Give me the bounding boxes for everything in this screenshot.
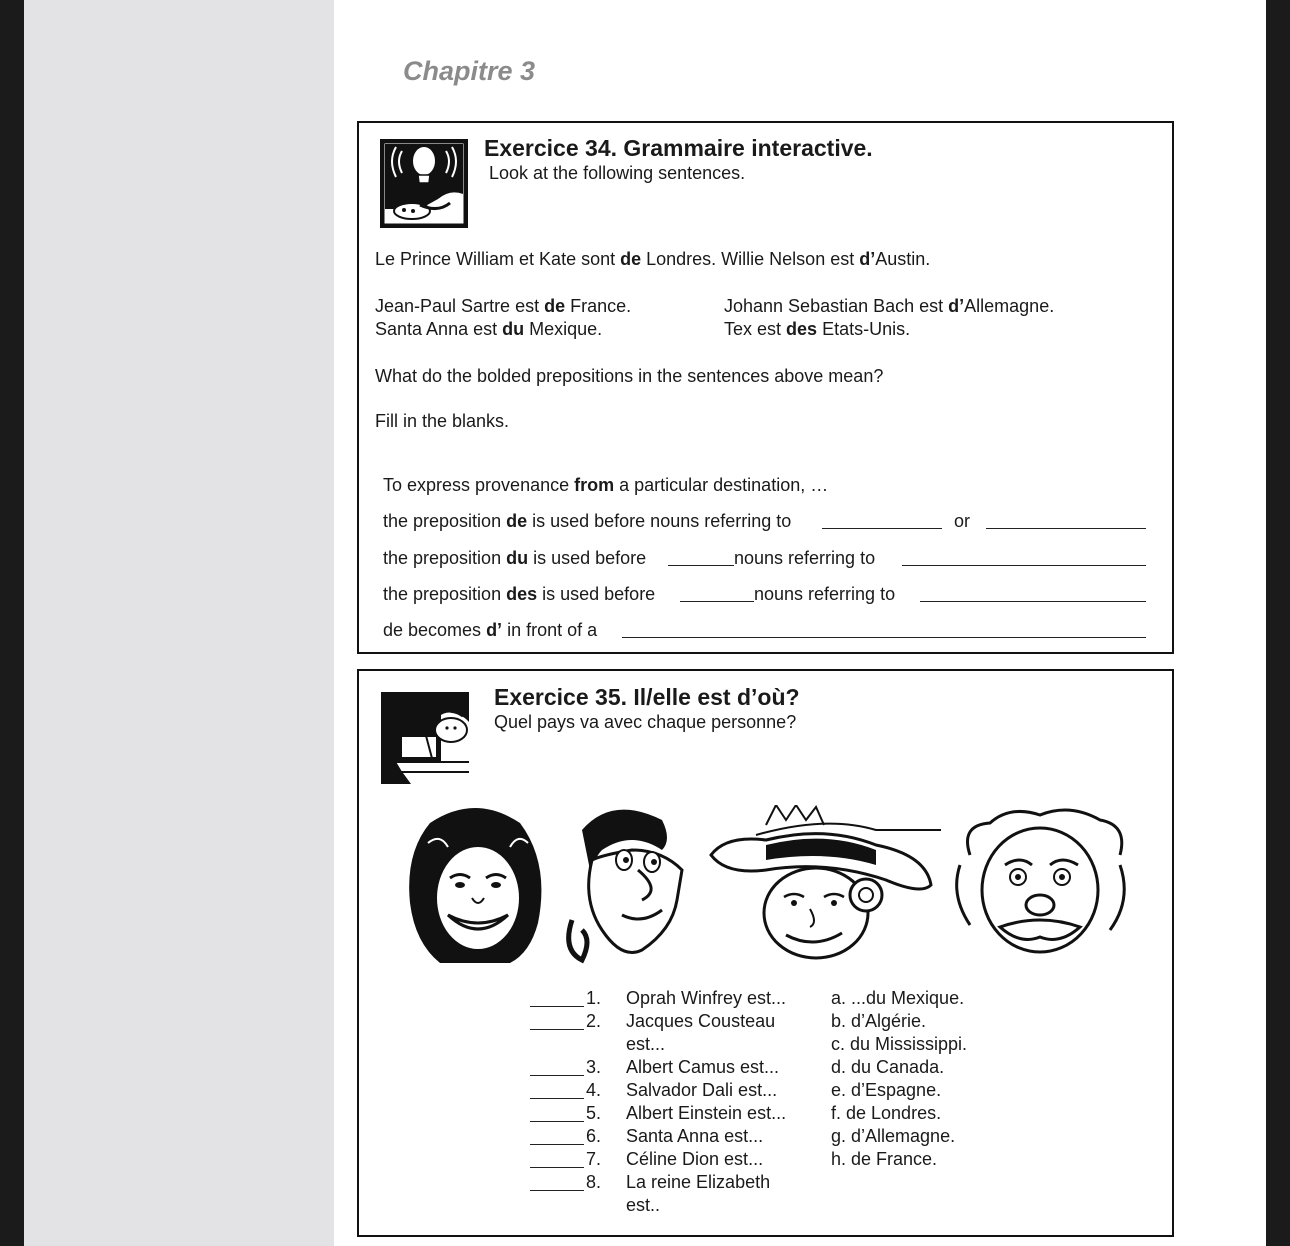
list-item [530, 1148, 790, 1171]
rule-des-nouns: nouns referring to [754, 584, 896, 604]
rule-de: the preposition de is used before nouns referring to [383, 511, 792, 531]
item-number: 2. [586, 1011, 602, 1031]
right-dark-edge [1266, 0, 1290, 1246]
list-item [530, 1079, 790, 1102]
blank-de-1[interactable] [822, 513, 942, 529]
item-text: Jacques Cousteau [626, 1011, 776, 1031]
exercise-35-subtitle: Quel pays va avec chaque personne? [494, 712, 797, 732]
item-number: 5. [586, 1103, 602, 1123]
item-text: Oprah Winfrey est... [626, 988, 787, 1008]
list-item [530, 1056, 790, 1079]
item-number: 1. [586, 988, 602, 1008]
question-text: What do the bolded prepositions in the sentences above mean? [375, 366, 884, 386]
chapter-title: Chapitre 3 [403, 56, 536, 86]
matching-items-list [530, 987, 790, 1217]
list-item [530, 987, 790, 1010]
answer-blank-2[interactable] [530, 1014, 584, 1030]
list-item [530, 1194, 790, 1217]
example-sentence-london-austin: Le Prince William et Kate sont de Londres. Willie Nelson est d’Austin. [375, 249, 931, 269]
answer-choice: b. d’Algérie. [831, 1011, 927, 1031]
answer-blank-7[interactable] [530, 1152, 584, 1168]
item-text: Albert Camus est... [626, 1057, 780, 1077]
answer-choice: c. du Mississippi. [831, 1034, 968, 1054]
blank-des-2[interactable] [920, 586, 1146, 602]
instruction-fill-blanks: Fill in the blanks. [375, 411, 510, 431]
list-item [530, 1171, 790, 1194]
item-number: 4. [586, 1080, 602, 1100]
item-number: 3. [586, 1057, 602, 1077]
answer-choices-list [831, 987, 967, 1171]
exercise-34-subtitle: Look at the following sentences. [489, 163, 746, 183]
left-gray-margin [24, 0, 334, 1246]
answer-choice: d. du Canada. [831, 1057, 945, 1077]
caricature-face-1 [400, 803, 550, 968]
answer-blank-6[interactable] [530, 1129, 584, 1145]
item-text: La reine Elizabeth [626, 1172, 771, 1192]
rule-d-apostrophe: de becomes d’ in front of a [383, 620, 598, 640]
writing-student-icon [381, 692, 469, 784]
answer-choice: f. de Londres. [831, 1103, 942, 1123]
answer-choice: h. de France. [831, 1149, 938, 1169]
rule-du-nouns: nouns referring to [734, 548, 876, 568]
item-text: Albert Einstein est... [626, 1103, 787, 1123]
item-number: 8. [586, 1172, 602, 1192]
item-text: est.. [626, 1195, 661, 1215]
answer-blank-8[interactable] [530, 1175, 584, 1191]
blank-d-apostrophe[interactable] [622, 622, 1146, 638]
item-text: est... [626, 1034, 666, 1054]
example-sentence-bach: Johann Sebastian Bach est d’Allemagne. [724, 296, 1055, 316]
list-item [530, 1033, 790, 1056]
item-number: 7. [586, 1149, 602, 1169]
blank-des-1[interactable] [680, 586, 754, 602]
caricature-face-2 [562, 800, 702, 970]
item-text: Céline Dion est... [626, 1149, 764, 1169]
blank-du-2[interactable] [902, 550, 1146, 566]
blank-de-2[interactable] [986, 513, 1146, 529]
answer-choice: a. ...du Mexique. [831, 988, 965, 1008]
list-item [530, 1010, 790, 1033]
exercise-34-title: Exercice 34. Grammaire interactive. [484, 135, 873, 161]
caricature-face-4 [950, 805, 1132, 965]
answer-blank-3[interactable] [530, 1060, 584, 1076]
item-text: Santa Anna est... [626, 1126, 764, 1146]
list-item [530, 1102, 790, 1125]
example-sentence-santa-anna: Santa Anna est du Mexique. [375, 319, 603, 339]
provenance-intro: To express provenance from a particular destination, … [383, 475, 829, 495]
rule-du: the preposition du is used before [383, 548, 647, 568]
item-text: Salvador Dali est... [626, 1080, 778, 1100]
item-number: 6. [586, 1126, 602, 1146]
exercise-34-box [357, 121, 1174, 654]
answer-blank-5[interactable] [530, 1106, 584, 1122]
answer-blank-4[interactable] [530, 1083, 584, 1099]
lightbulb-thinker-icon [380, 139, 468, 228]
example-sentence-tex: Tex est des Etats-Unis. [724, 319, 911, 339]
rule-de-or: or [954, 511, 971, 531]
list-item [530, 1125, 790, 1148]
exercise-35-title: Exercice 35. Il/elle est d’où? [494, 684, 800, 710]
example-sentence-sartre: Jean-Paul Sartre est de France. [375, 296, 632, 316]
blank-du-1[interactable] [668, 550, 734, 566]
rule-des: the preposition des is used before [383, 584, 656, 604]
answer-blank-1[interactable] [530, 991, 584, 1007]
answer-choice: e. d’Espagne. [831, 1080, 942, 1100]
answer-choice: g. d’Allemagne. [831, 1126, 956, 1146]
caricature-face-3 [706, 805, 942, 965]
